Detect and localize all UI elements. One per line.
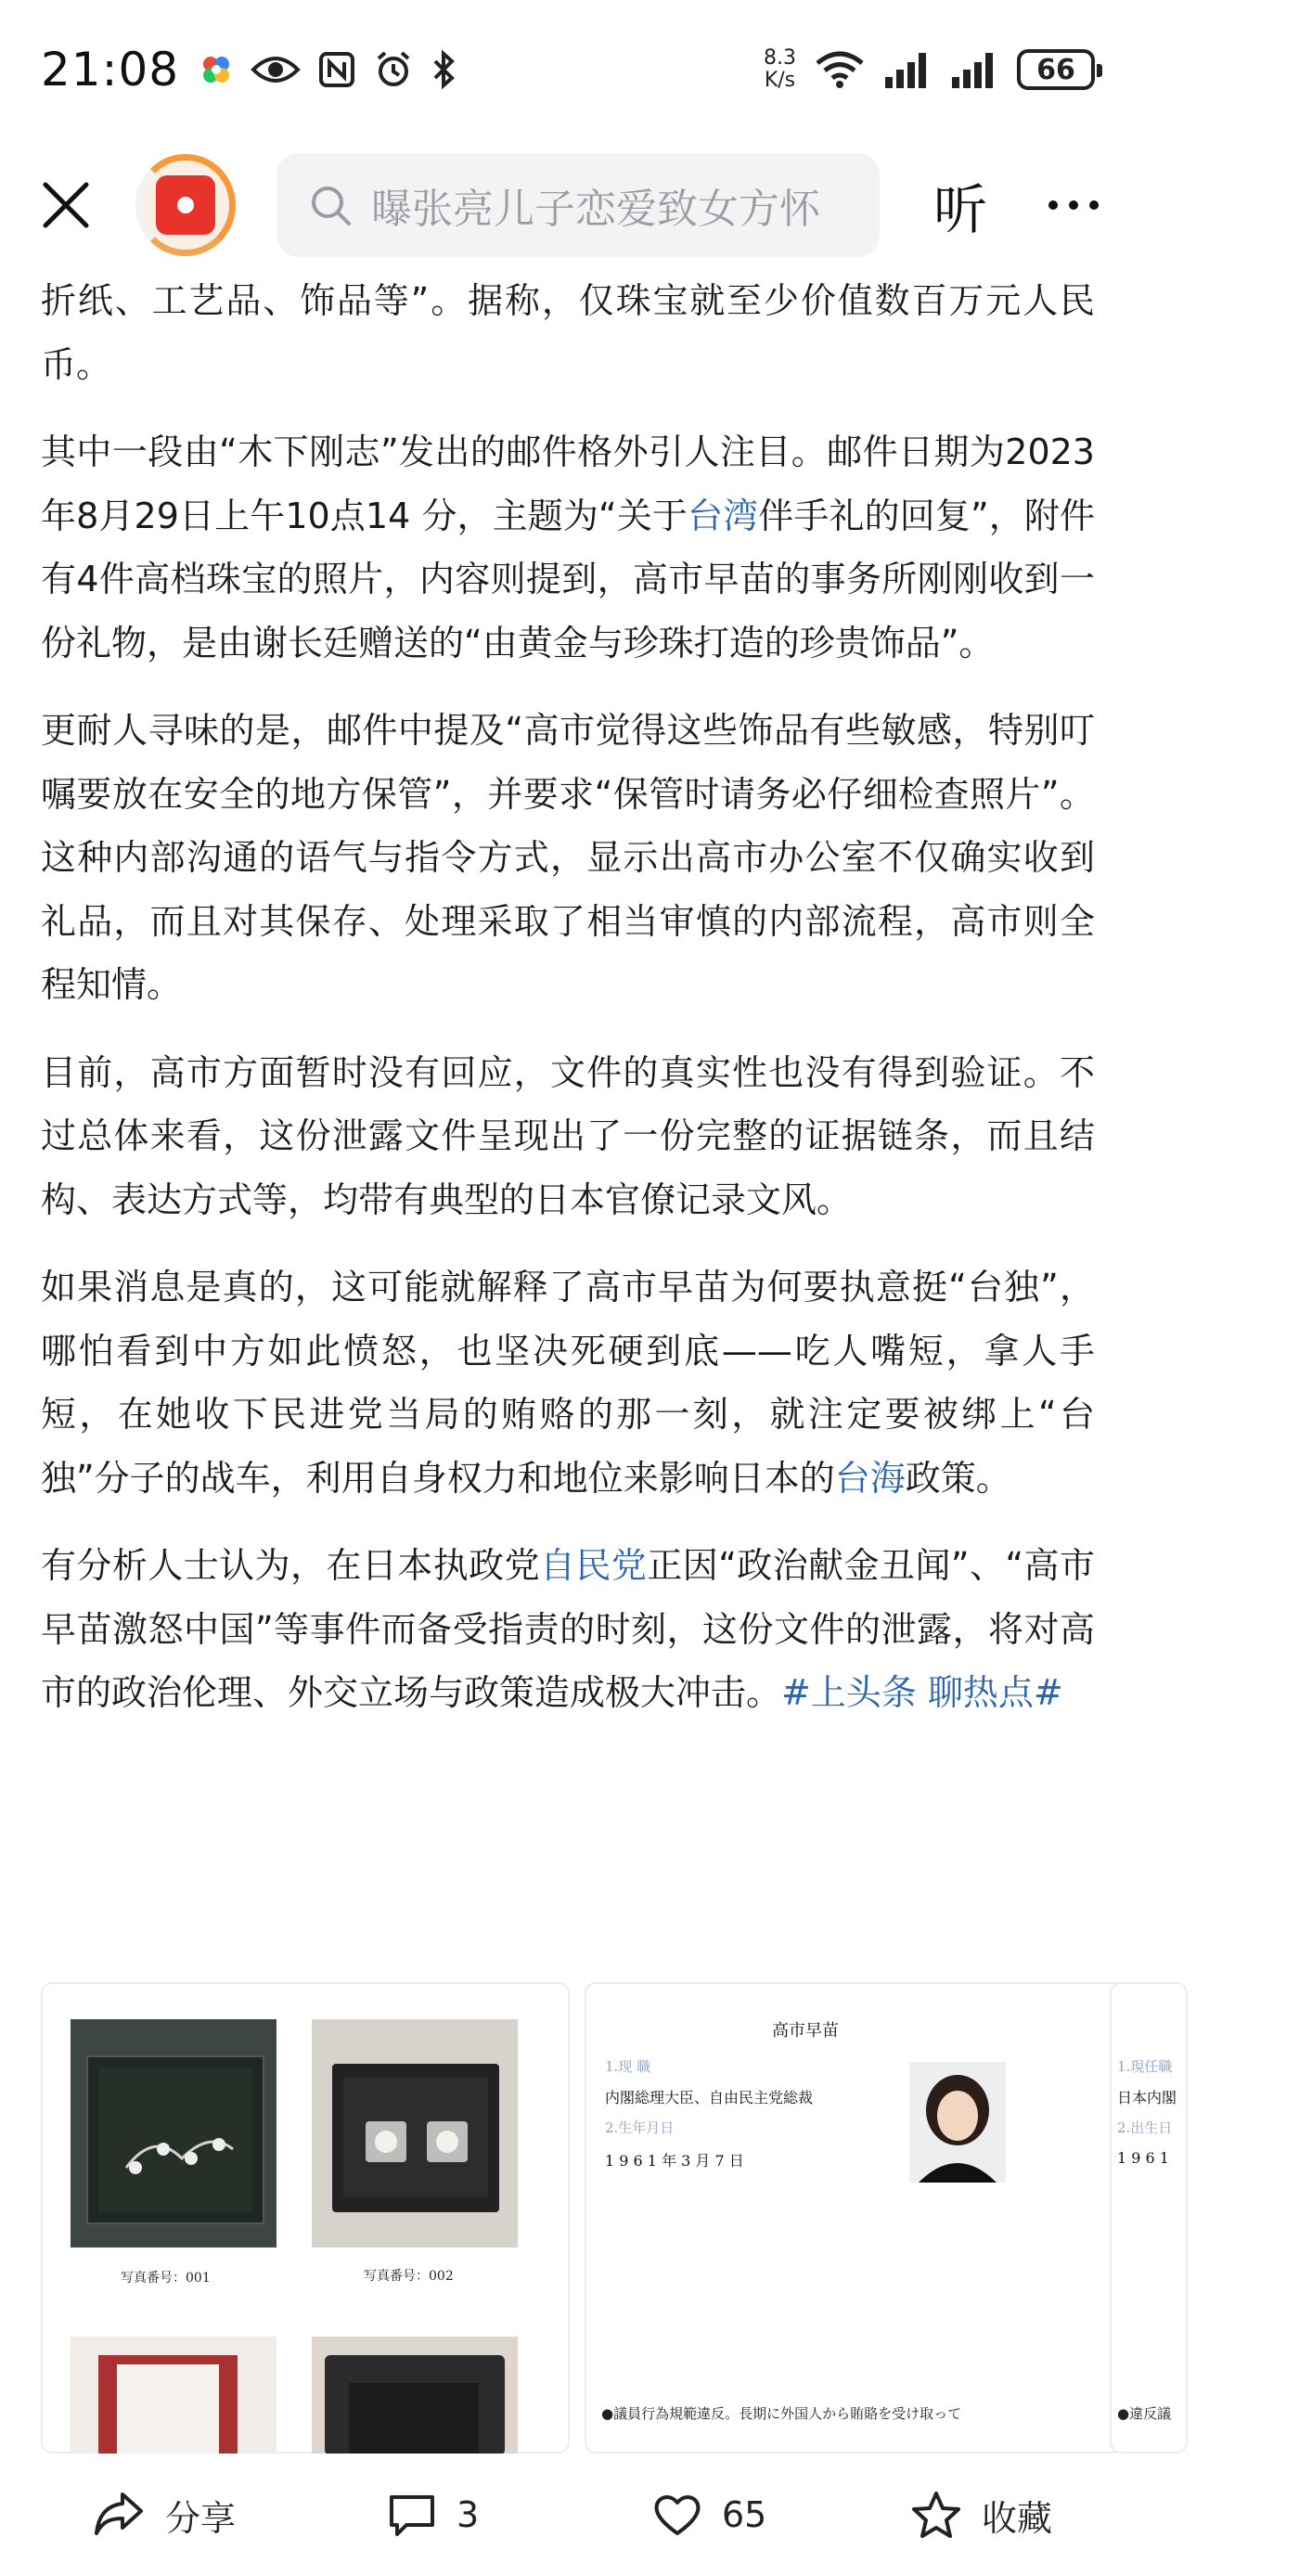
search-input[interactable] (277, 153, 880, 257)
eye-icon (251, 53, 300, 86)
document-label-birthdate: 2.出生日 (1117, 2119, 1173, 2136)
document-footer-text: ●議員行為規範違反。長期に外国人から賄賂を受け取って (601, 2405, 962, 2422)
paragraph-text: 其中一段由“木下刚志”发出的邮件格外引人注目。邮件日期为2023年8月29日上午10点14 分，主题为“关于 (41, 431, 1095, 536)
alarm-icon (374, 50, 413, 89)
more-icon-dot (1089, 200, 1099, 210)
bluetooth-icon (431, 50, 457, 89)
signal-icon (950, 51, 998, 88)
hashtag-link[interactable]: #上头条 聊热点# (781, 1672, 1063, 1713)
paragraph-text: 伴手礼的回复”，附件有4件高档珠宝的照片，内容则提到，高市早苗的事务所刚刚收到一份礼物，是由谢长廷赠送的“由黄金与珍珠打造的珍贵饰品”。 (41, 495, 1095, 663)
close-icon (40, 179, 92, 231)
battery-level: 66 (1036, 53, 1075, 86)
article-paragraph (41, 1256, 1095, 1510)
share-button[interactable] (93, 2490, 236, 2541)
portrait-photo (909, 2062, 1006, 2183)
search-placeholder: 曝张亮儿子恋爱致女方怀 (370, 186, 820, 233)
document-footer-text: ●違反議 (1117, 2405, 1172, 2422)
battery-indicator (1017, 49, 1095, 90)
share-label: 分享 (165, 2497, 237, 2539)
article-paragraph (41, 1041, 1095, 1232)
app-logo-icon (156, 175, 215, 235)
listen-button[interactable]: 听 (932, 178, 987, 241)
comment-count: 3 (457, 2494, 480, 2535)
star-icon (911, 2491, 961, 2539)
like-count: 65 (722, 2494, 767, 2535)
topic-link-taiwan[interactable]: 台湾 (688, 495, 759, 536)
paragraph-text: 折纸、工艺品、饰品等”。据称，仅珠宝就至少价值数百万元人民币。 (41, 280, 1095, 385)
app-notification-icon (199, 53, 233, 86)
topic-link-taihai[interactable]: 台海 (834, 1457, 906, 1499)
photo-caption-001: 写真番号：001 (121, 2271, 211, 2286)
app-logo[interactable] (135, 154, 236, 256)
gallery-image-document-partial[interactable] (1110, 1982, 1177, 2454)
top-nav (0, 139, 1136, 271)
article-paragraph (41, 1534, 1095, 1725)
comment-button[interactable] (388, 2492, 479, 2538)
more-icon-dot (1048, 200, 1058, 210)
jewelry-photo-2 (312, 2019, 518, 2248)
jewelry-photo-1 (71, 2019, 277, 2248)
like-button[interactable] (653, 2492, 766, 2537)
document-value-birthdate: 1 9 6 1 (1117, 2149, 1169, 2167)
gallery-image-jewelry[interactable] (41, 1982, 570, 2454)
search-icon (308, 183, 353, 227)
close-button[interactable] (37, 175, 95, 235)
article-paragraph (41, 699, 1095, 1017)
document-label-position: 1.現任職 (1117, 2058, 1173, 2075)
status-time: 21:08 (41, 43, 180, 97)
paragraph-text: 如果消息是真的，这可能就解释了高市早苗为何要执意挺“台独”，哪怕看到中方如此愤怒，也坚决死硬到底——吃人嘴短，拿人手短，在她收下民进党当局的贿赂的那一刻，就注定要被绑上“台独”分子的战车，利用自身权力和地位来影响日本的 (41, 1267, 1095, 1499)
net-speed (764, 47, 796, 92)
topic-link-ldp[interactable]: 自民党 (540, 1545, 648, 1586)
document-value-birthdate: 1 9 6 1 年 3 月 7 日 (605, 2152, 744, 2170)
paragraph-text: 更耐人寻味的是，邮件中提及“高市觉得这些饰品有些敏感，特别叮嘱要放在安全的地方保管”，并要求“保管时请务必仔细检查照片”。这种内部沟通的语气与指令方式，显示出高市办公室不仅确实收到礼品，而且对其保存、处理采取了相当审慎的内部流程，高市则全程知情。 (41, 710, 1095, 1005)
nfc-icon (318, 51, 355, 88)
document-label-position: 1.现 職 (605, 2058, 651, 2075)
net-speed-value: 8.3 (764, 46, 796, 70)
gallery-image-document[interactable] (585, 1982, 1188, 2454)
status-icons-left (199, 50, 457, 89)
status-bar (0, 0, 1136, 139)
wifi-icon (815, 50, 865, 89)
comment-icon (388, 2492, 436, 2538)
status-icons-right (764, 47, 1095, 92)
favorite-label: 收藏 (982, 2497, 1053, 2539)
share-icon (93, 2491, 145, 2539)
favorite-button[interactable] (911, 2490, 1052, 2541)
paragraph-text: 正因“政治献金丑闻”、“高市早苗激怒中国”等事件而备受指责的时刻，这份文件的泄露，将对高市的政治伦理、外交立场与政策造成极大冲击。 (41, 1545, 1095, 1713)
article-body (41, 269, 1095, 1749)
signal-icon (883, 51, 932, 88)
paragraph-text: 目前，高市方面暂时没有回应，文件的真实性也没有得到验证。不过总体来看，这份泄露文件呈现出了一份完整的证据链条，而且结构、表达方式等，均带有典型的日本官僚记录文风。 (41, 1051, 1095, 1220)
article-paragraph (41, 420, 1095, 675)
jewelry-photo-3 (71, 2337, 277, 2455)
document-title: 高市早苗 (772, 2021, 839, 2041)
jewelry-photo-4 (312, 2337, 518, 2455)
article-paragraph (41, 269, 1095, 396)
photo-caption-002: 写真番号：002 (364, 2269, 454, 2284)
net-speed-unit: K/s (764, 69, 796, 92)
paragraph-text: 政策。 (905, 1457, 1011, 1499)
image-gallery[interactable] (41, 1982, 1136, 2454)
document-value-position: 内閣総理大臣、自由民主党総裁 (605, 2089, 814, 2106)
more-icon-dot (1069, 200, 1078, 210)
bottom-action-bar (0, 2454, 1136, 2576)
document-label-birthdate: 2.生年月日 (605, 2119, 675, 2136)
paragraph-text: 有分析人士认为，在日本执政党 (41, 1545, 541, 1586)
more-button[interactable] (1048, 200, 1099, 210)
document-value-position: 日本内閣 (1117, 2089, 1177, 2106)
heart-icon (653, 2492, 701, 2537)
